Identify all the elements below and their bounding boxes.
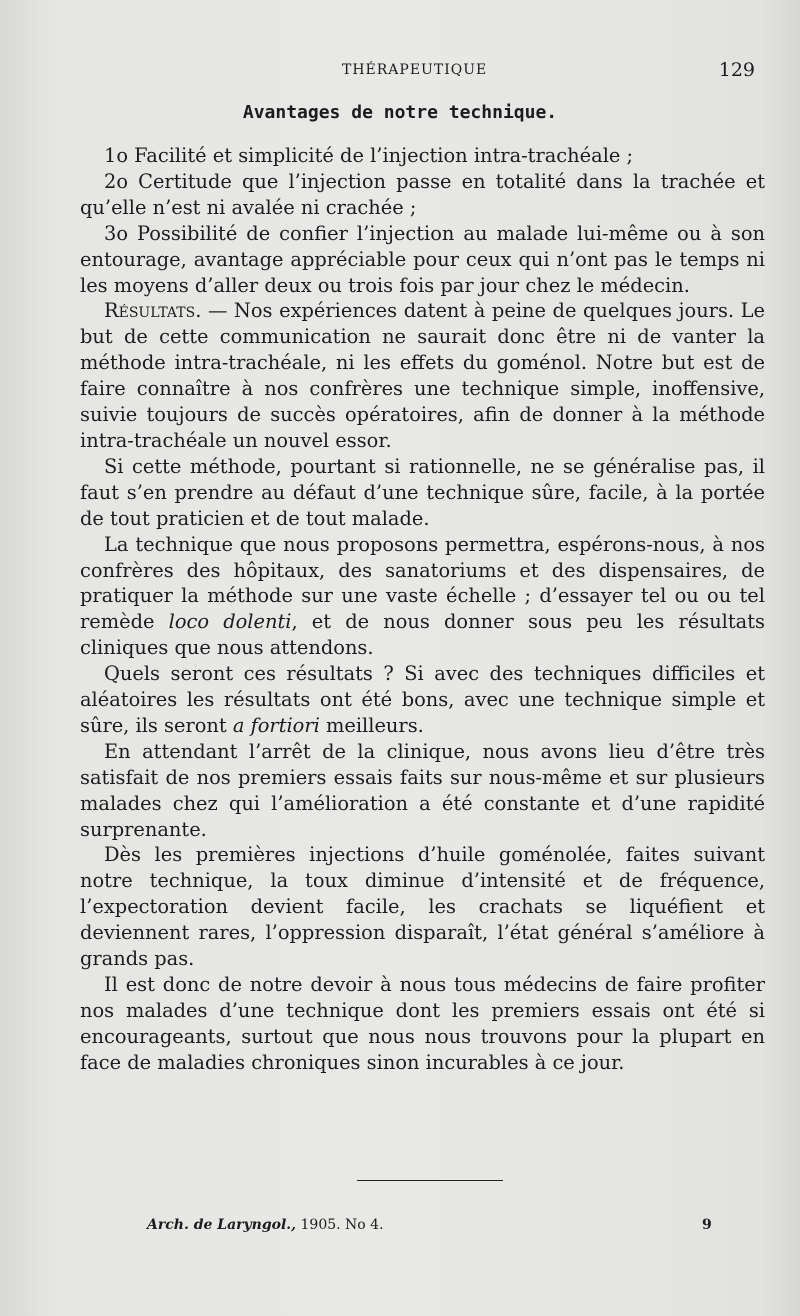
paragraph-9: Dès les premières injections d’huile goménolée, faites suivant notre technique, la toux diminue d’intensité et de fréquence, l’expectoration devient facile, les crachats se liquéfient et deviennent rares, l’oppression disparaît, l’état général s’améliore à grands pas.: [80, 843, 765, 971]
paragraph-2: 2o Certitude que l’injection passe en totalité dans la trachée et qu’elle n’est ni avalée ni crachée ;: [80, 169, 765, 219]
paragraph-4: [80, 298, 765, 453]
paragraph-4-text: — Nos expériences datent à peine de quelques jours. Le but de cette communication ne saurait donc être ni de vanter la méthode intra-trachéale, ni les effets du goménol. Notre but est de faire connaître à nos confrères une technique simple, inoffensive, suivie toujours de succès opératoires, afin de donner à la méthode intra-trachéale un nouvel essor.: [80, 299, 765, 452]
page-header: [0, 60, 800, 84]
paragraph-10: Il est donc de notre devoir à nous tous médecins de faire profiter nos malades d’une technique dont les premiers essais ont été si encourageants, surtout que nous nous trouvons pour la plupart en face de maladies chroniques sinon incurables à ce jour.: [80, 973, 765, 1074]
paragraph-6-text-a: La technique que nous proposons permettra, espérons-nous, à nos confrères des hôpitaux, des sanatoriums et des dispensaires, de pratiquer la méthode sur une vaste échelle ; d’essayer tel ou ou tel remède: [80, 532, 765, 634]
paragraph-7-text-b: meilleurs.: [319, 713, 424, 737]
paragraph-7-text-a: Quels seront ces résultats ? Si avec des techniques difficiles et aléatoires les résultats ont été bons, avec une technique simple et sûre, ils seront: [80, 662, 765, 737]
section-heading: Avantages de notre technique.: [242, 102, 558, 123]
page-number: 129: [718, 59, 755, 81]
paragraph-3: 3o Possibilité de confier l’injection au malade lui-même ou à son entourage, avantage appréciable pour ceux qui n’ont pas le temps ni les moyens d’aller deux ou trois fois par jour chez le médecin.: [80, 221, 765, 297]
paragraph-7-italic: a fortiori: [232, 713, 320, 737]
page-footer: [0, 1217, 800, 1239]
journal-issue: 1905. No 4.: [296, 1217, 384, 1233]
footer-journal: [147, 1217, 384, 1233]
body-text: [80, 143, 765, 1076]
paragraph-6-italic: loco dolenti: [168, 610, 292, 634]
results-label: Résultats.: [104, 299, 202, 323]
paragraph-6: [80, 532, 765, 662]
paragraph-6-text-b: , et de nous donner sous peu les résultats cliniques que nous attendons.: [80, 610, 765, 660]
paragraph-7: [80, 661, 765, 739]
paragraph-8: En attendant l’arrêt de la clinique, nous avons lieu d’être très satisfait de nos premiers essais faits sur nous-même et sur plusieurs malades chez qui l’amélioration a été constante et d’une rapidité surprenante.: [80, 739, 765, 841]
signature-mark: 9: [702, 1217, 712, 1233]
journal-title: Arch. de Laryngol.,: [147, 1217, 297, 1233]
paragraph-5: Si cette méthode, pourtant si rationnelle, ne se généralise pas, il faut s’en prendre au défaut d’une technique sûre, facile, à la portée de tout praticien et de tout malade.: [80, 454, 765, 530]
running-head: THÉRAPEUTIQUE: [342, 62, 488, 78]
footer-rule: [357, 1180, 503, 1181]
paragraph-1: 1o Facilité et simplicité de l’injection intra-trachéale ;: [104, 144, 634, 167]
